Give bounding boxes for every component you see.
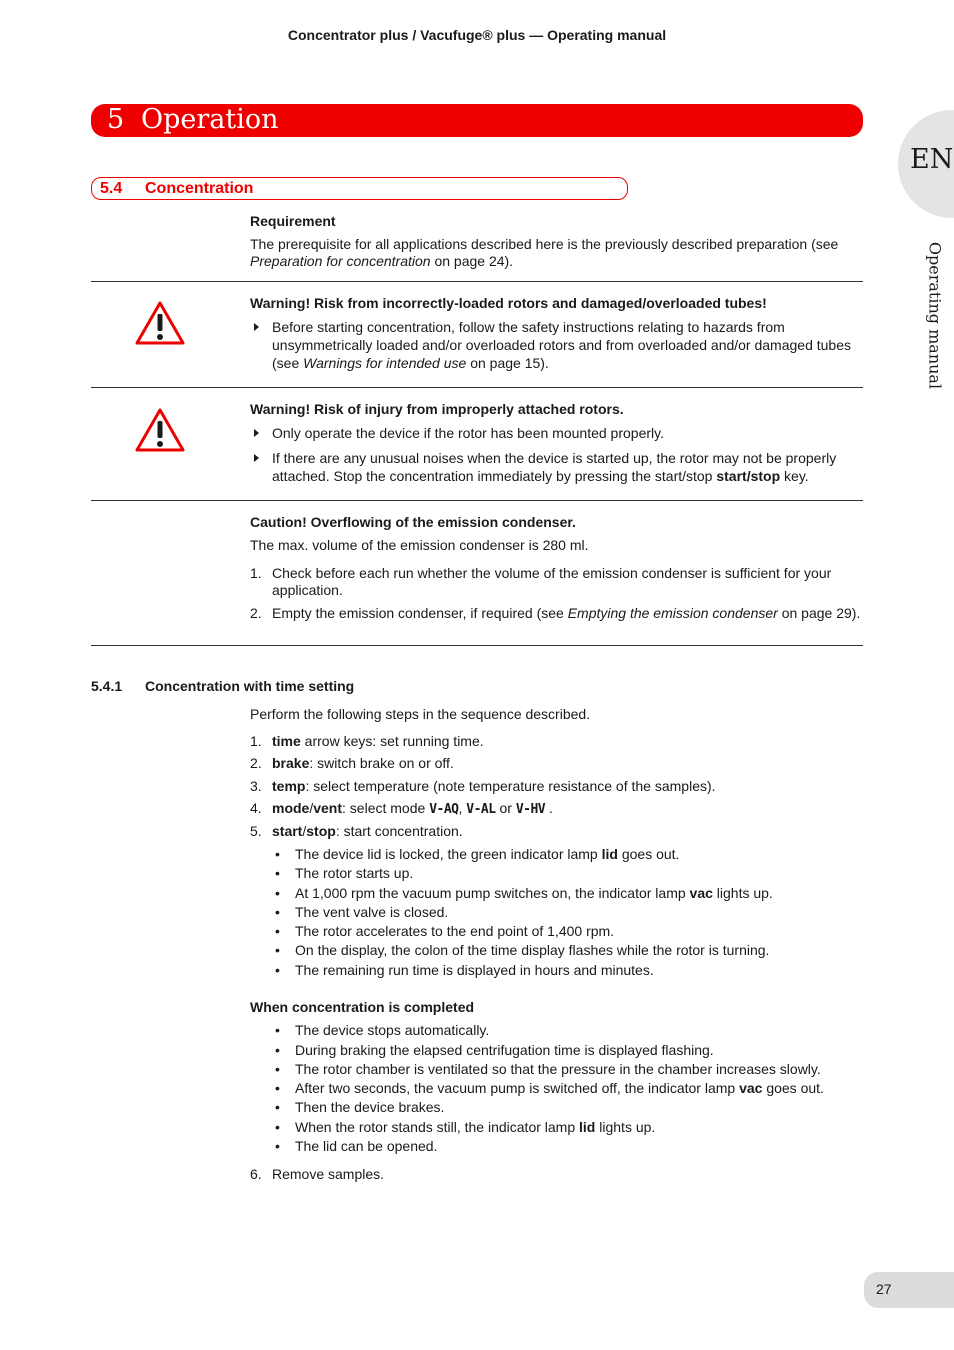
language-tab bbox=[898, 110, 954, 218]
completion-heading: When concentration is completed bbox=[250, 999, 475, 1015]
section-title: Concentration bbox=[145, 180, 254, 197]
list-item: • At 1,000 rpm the vacuum pump switches on, the indicator lamp vac lights up. bbox=[275, 885, 773, 901]
divider bbox=[91, 387, 863, 388]
chapter-heading bbox=[91, 104, 863, 137]
list-item: Only operate the device if the rotor has been mounted properly. bbox=[250, 424, 862, 442]
emptying-link[interactable]: Emptying the emission condenser bbox=[567, 605, 778, 621]
list-item: 5. start/stop: start concentration. bbox=[250, 823, 463, 839]
list-item: 2. Empty the emission condenser, if required (see Emptying the emission condenser on page 29). bbox=[250, 605, 861, 621]
list-item: • After two seconds, the vacuum pump is switched off, the indicator lamp vac goes out. bbox=[275, 1080, 824, 1096]
warning-title: Warning! Risk from incorrectly-loaded rotors and damaged/overloaded tubes! bbox=[250, 295, 767, 311]
page-number: 27 bbox=[876, 1281, 892, 1297]
mode-display: V-HV bbox=[515, 802, 546, 817]
requirement-heading: Requirement bbox=[250, 213, 336, 229]
subsection-title: Concentration with time setting bbox=[145, 678, 355, 694]
list-item: 1. Check before each run whether the volume of the emission condenser is sufficient for your application. bbox=[250, 565, 832, 598]
subsection-number: 5.4.1 bbox=[91, 678, 123, 694]
procedure-intro: Perform the following steps in the sequence described. bbox=[250, 706, 591, 722]
chapter-number: 5 bbox=[107, 104, 125, 135]
caution-title: Caution! Overflowing of the emission condenser. bbox=[250, 514, 576, 530]
list-item: • The rotor accelerates to the end point of 1,400 rpm. bbox=[275, 923, 615, 939]
list-item: • The lid can be opened. bbox=[275, 1138, 438, 1154]
warning-triangle-icon bbox=[135, 407, 185, 453]
arrow-bullet-icon bbox=[254, 454, 259, 462]
list-item: 3. temp: select temperature (note temperature resistance of the samples). bbox=[250, 778, 716, 794]
caution-text: The max. volume of the emission condenser is 280 ml. bbox=[250, 537, 589, 553]
arrow-bullet-icon bbox=[254, 323, 259, 331]
section-number: 5.4 bbox=[100, 180, 123, 197]
list-item: • The remaining run time is displayed in hours and minutes. bbox=[275, 962, 654, 978]
list-item: Before starting concentration, follow the safety instructions relating to hazards from unsymmetrically loaded and/or overloaded rotors and from overloaded and/or damaged tubes (see Warnings for intended use on page 15). bbox=[250, 318, 862, 372]
warnings-link[interactable]: Warnings for intended use bbox=[303, 355, 467, 371]
list-item: 2. brake: switch brake on or off. bbox=[250, 755, 454, 771]
arrow-bullet-icon bbox=[254, 429, 259, 437]
list-item: • When the rotor stands still, the indicator lamp lid lights up. bbox=[275, 1119, 656, 1135]
section-heading bbox=[91, 177, 628, 200]
list-item: 1. time arrow keys: set running time. bbox=[250, 733, 484, 749]
list-item: • Then the device brakes. bbox=[275, 1099, 445, 1115]
list-item: 4. mode/vent: select mode V-AQ, V-AL or V-HV . bbox=[250, 800, 553, 817]
divider bbox=[91, 645, 863, 646]
requirement-text: The prerequisite for all applications described here is the previously described preparation (see Preparation for concentration on page 24). bbox=[250, 236, 839, 269]
language-label: EN bbox=[910, 144, 954, 175]
list-item: • During braking the elapsed centrifugation time is displayed flashing. bbox=[275, 1042, 714, 1058]
running-header: Concentrator plus / Vacufuge® plus — Operating manual bbox=[287, 27, 667, 43]
mode-display: V-AL bbox=[466, 802, 496, 817]
list-item: 6. Remove samples. bbox=[250, 1166, 385, 1182]
list-item: • The vent valve is closed. bbox=[275, 904, 449, 920]
list-item: • The rotor starts up. bbox=[275, 865, 414, 881]
chapter-title: Operation bbox=[141, 104, 279, 135]
divider bbox=[91, 281, 863, 282]
warning-title: Warning! Risk of injury from improperly attached rotors. bbox=[250, 401, 624, 417]
side-manual-label: Operating manual bbox=[925, 241, 945, 390]
list-item: • On the display, the colon of the time display flashes while the rotor is turning. bbox=[275, 942, 770, 958]
requirement-link[interactable]: Preparation for concentration bbox=[250, 253, 431, 269]
list-item: • The rotor chamber is ventilated so that the pressure in the chamber increases slowly. bbox=[275, 1061, 821, 1077]
list-item: • The device lid is locked, the green indicator lamp lid goes out. bbox=[275, 846, 680, 862]
page-number-tab bbox=[864, 1272, 954, 1308]
list-item: If there are any unusual noises when the device is started up, the rotor may not be properly attached. Stop the concentration immediately by pressing the start/stop start/stop key. bbox=[250, 449, 862, 485]
warning-triangle-icon bbox=[135, 300, 185, 346]
mode-display: V-AQ bbox=[429, 802, 459, 817]
list-item: • The device stops automatically. bbox=[275, 1022, 490, 1038]
divider bbox=[91, 500, 863, 501]
